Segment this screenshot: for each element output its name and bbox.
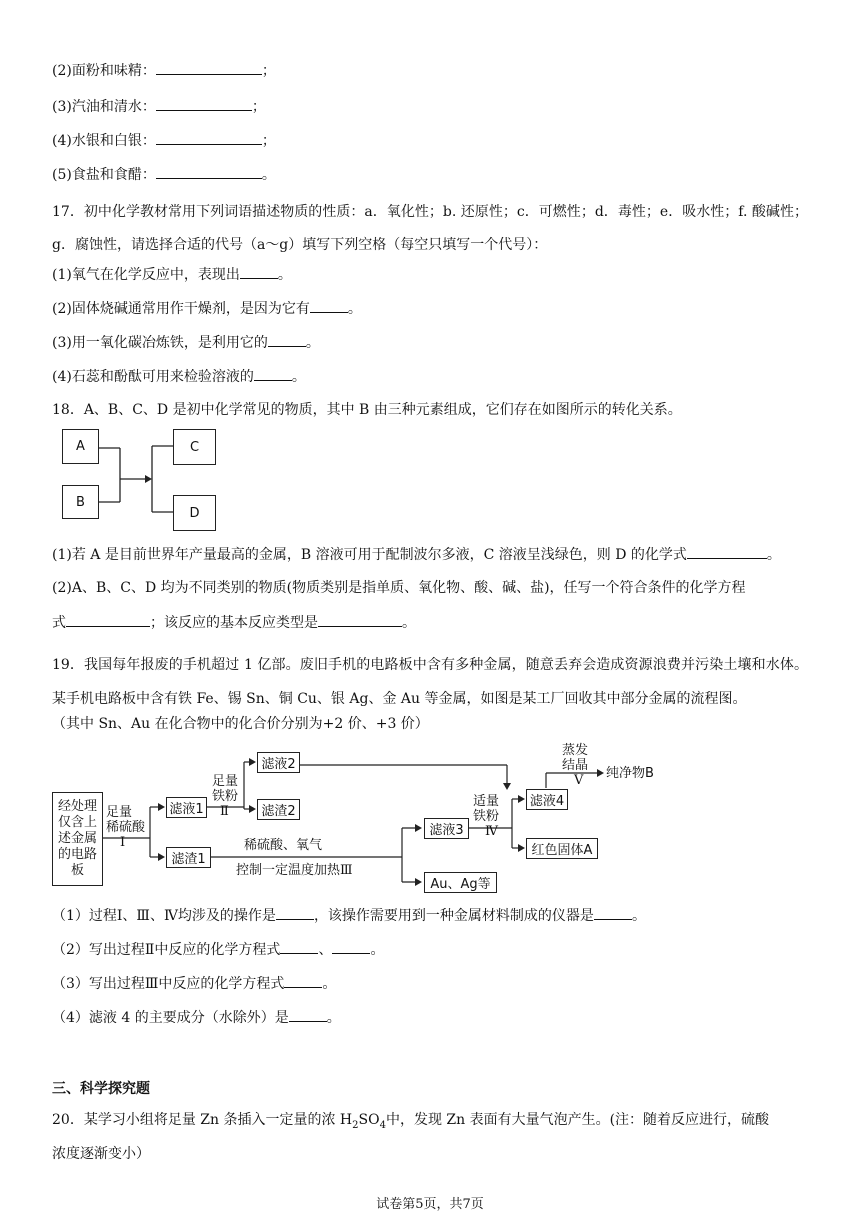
flow-au-ag: Au、Ag等 [424, 872, 497, 893]
flow-step1-label [106, 805, 145, 850]
q19-sub1-text: （1）过程Ⅰ、Ⅲ、Ⅳ均涉及的操作是 [52, 908, 276, 924]
flow-filtrate2: 滤液2 [257, 752, 300, 773]
punct: 。 [402, 615, 416, 631]
answer-blank[interactable] [284, 973, 322, 988]
punct: 。 [305, 335, 320, 351]
page-footer: 试卷第5页，共7页 [376, 1197, 484, 1212]
flow-residue1: 滤渣1 [166, 847, 211, 868]
q17-item-text: (4)石蕊和酚酞可用来检验溶液的 [52, 369, 254, 385]
flow-label-line: 适量 [473, 794, 500, 809]
q16-item-text: (4)水银和白银： [52, 133, 156, 149]
q18-stem: 18．A、B、C、D 是初中化学常见的物质，其中 B 由三种元素组成，它们存在如图所示的转化关系。 [52, 402, 682, 418]
q19-sub1 [52, 905, 646, 926]
subscript: 4 [379, 1119, 386, 1131]
punct: 。 [631, 908, 646, 924]
punct: 。 [347, 301, 362, 317]
flow-step5-label [562, 743, 588, 788]
punct: ； [251, 99, 266, 115]
q19-sub3-text: （3）写出过程Ⅲ中反应的化学方程式 [52, 976, 285, 992]
flow-filtrate1: 滤液1 [166, 797, 207, 818]
flow-step-num: Ⅳ [485, 824, 498, 839]
q19-note: （其中 Sn、Au 在化合物中的化合价分别为+2 价、+3 价） [52, 716, 429, 732]
q20-text: 中，发现 Zn 表面有大量气泡产生。(注：随着反应进行，硫酸 [385, 1112, 770, 1128]
q18-box-c: C [173, 429, 216, 465]
q18-part2-mid: ；该反应的基本反应类型是 [150, 615, 318, 631]
flow-start-line: 的电路 [57, 847, 97, 862]
q18-box-a: A [62, 429, 99, 464]
q18-box-d: D [173, 495, 216, 531]
flow-step2-label [212, 774, 238, 819]
q20-stem-line2: 浓度逐渐变小） [52, 1146, 150, 1162]
q20-stem-line1 [52, 1110, 769, 1136]
q19-sub2 [52, 939, 384, 960]
section-heading: 三、科学探究题 [52, 1081, 150, 1097]
flow-label-line: 蒸发 [562, 743, 589, 758]
punct: ； [261, 63, 276, 79]
flow-step4-label [473, 794, 499, 839]
q16-item-text: (2)面粉和味精： [52, 63, 156, 79]
answer-blank[interactable] [289, 1007, 327, 1022]
flow-label-line: 稀硫酸 [106, 820, 146, 835]
flow-label-line: 足量 [212, 774, 239, 789]
punct: 。 [370, 942, 385, 958]
q20-text: SO [358, 1112, 380, 1128]
punct: ； [261, 133, 276, 149]
subscript: 2 [352, 1119, 359, 1131]
answer-blank[interactable] [280, 939, 318, 954]
flow-label-line: 足量 [106, 805, 133, 820]
q18-box-b: B [62, 485, 99, 519]
q19-sub4 [52, 1007, 341, 1028]
punct: 。 [291, 369, 306, 385]
flow-step-num: Ⅱ [220, 804, 229, 819]
q16-item-text: (5)食盐和食醋： [52, 167, 156, 183]
q19-sub4-text: （4）滤液 4 的主要成分（水除外）是 [52, 1010, 289, 1026]
flow-label-line: 结晶 [562, 758, 589, 773]
flow-step-num: Ⅴ [574, 773, 584, 788]
q19-sub3 [52, 973, 336, 994]
flow-product-b: 纯净物B [606, 766, 654, 781]
flow-start-box [52, 792, 103, 886]
punct: 。 [261, 167, 276, 183]
punct: 。 [766, 547, 781, 563]
q19-stem: 19．我国每年报废的手机超过 1 亿部。废旧手机的电路板中含有多种金属，随意丢弃会造成资源浪费并污染土壤和水体。某手机电路板中含有铁 Fe、锡 Sn、铜 Cu、银 Ag、金 Au 等金属，如图是某工厂回收其中部分金属的流程图。 [52, 657, 808, 707]
answer-blank[interactable] [276, 905, 314, 920]
flow-filtrate3: 滤液3 [424, 818, 469, 839]
flow-start-line: 述金属 [57, 831, 97, 846]
flow-start-line: 仅含上 [57, 815, 97, 830]
flow-step-num: Ⅰ [120, 835, 126, 850]
q17-item-text: (2)固体烧碱通常用作干燥剂，是因为它有 [52, 301, 310, 317]
q18-part2-line1: (2)A、B、C、D 均为不同类别的物质(物质类别是指单质、氧化物、酸、碱、盐)，任写一个符合条件的化学方程 [52, 580, 746, 596]
punct: 、 [318, 942, 333, 958]
flow-start-line: 经处理 [57, 799, 97, 814]
q19-sub1-text2: ，该操作需要用到一种金属材料制成的仪器是 [313, 908, 594, 924]
q17-item-text: (1)氧气在化学反应中，表现出 [52, 267, 240, 283]
punct: 。 [277, 267, 292, 283]
punct: 。 [322, 976, 337, 992]
answer-blank[interactable] [332, 939, 370, 954]
answer-blank[interactable] [594, 905, 632, 920]
flow-residue2: 滤渣2 [257, 799, 300, 820]
q19-sub2-text: （2）写出过程Ⅱ中反应的化学方程式 [52, 942, 281, 958]
flow-red-solid-a: 红色固体A [526, 838, 598, 859]
flow-label-line: 铁粉 [212, 789, 239, 804]
flow-step3-label: 稀硫酸、氧气 [244, 838, 323, 853]
flow-label-line: 铁粉 [473, 809, 500, 824]
q18-part1-text: (1)若 A 是目前世界年产量最高的金属，B 溶液可用于配制波尔多液，C 溶液呈浅绿色，则 D 的化学式 [52, 547, 687, 563]
punct: 。 [326, 1010, 341, 1026]
q16-item-text: (3)汽油和清水： [52, 99, 156, 115]
q17-stem: 17．初中化学教材常用下列词语描述物质的性质：a．氧化性；b. 还原性；c．可燃性；d．毒性；e．吸水性；f. 酸碱性；g．腐蚀性，请选择合适的代号（a～g）填写下列空格（每空只填写一个代号）： [52, 204, 808, 253]
q20-text: 20．某学习小组将足量 Zn 条插入一定量的浓 H [52, 1112, 353, 1128]
flow-filtrate4: 滤液4 [526, 789, 568, 810]
flow-step3-sub: 控制一定温度加热Ⅲ [236, 863, 353, 878]
q18-part2-pre: 式 [52, 615, 66, 631]
q17-item-text: (3)用一氧化碳冶炼铁，是利用它的 [52, 335, 268, 351]
flow-start-line: 板 [70, 863, 84, 878]
